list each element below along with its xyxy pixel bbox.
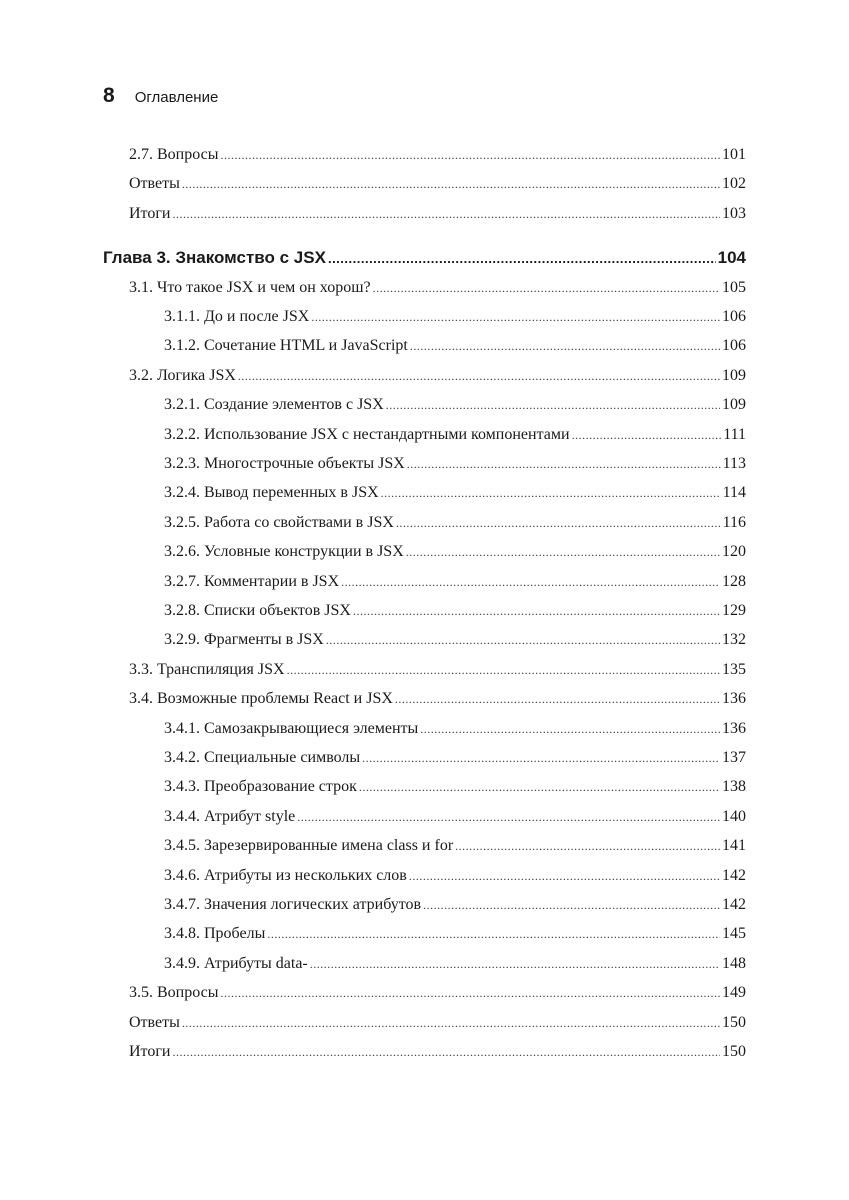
toc-entry: [164, 921, 746, 947]
dot-leader: [572, 422, 722, 448]
toc-entry: [164, 422, 746, 448]
toc-entry-title: 3.2.8. Списки объектов JSX: [164, 602, 351, 619]
toc-entry-title: 3.2.3. Многострочные объекты JSX: [164, 455, 405, 472]
toc-entry-page: 101: [722, 146, 746, 163]
toc-entry-title: 3.2.7. Комментарии в JSX: [164, 573, 340, 590]
toc-entry: [164, 804, 746, 830]
dot-leader: [359, 774, 720, 800]
toc-entry: [164, 333, 746, 359]
toc-entry: [129, 363, 746, 389]
dot-leader: [353, 598, 720, 624]
toc-entry-title: 2.7. Вопросы: [129, 146, 219, 163]
toc-entry-page: 114: [722, 484, 746, 501]
dot-leader: [396, 510, 721, 536]
toc-entry-title: 3.4.8. Пробелы: [164, 925, 266, 942]
dot-leader: [220, 980, 720, 1006]
toc-entry: [164, 833, 746, 859]
dot-leader: [310, 951, 720, 977]
dot-leader: [267, 921, 720, 947]
toc-entry-title: Ответы: [129, 175, 180, 192]
toc-entry: [164, 774, 746, 800]
toc-entry: [129, 171, 746, 197]
dot-leader: [328, 246, 716, 272]
dot-leader: [406, 539, 720, 565]
toc-entry-page: 109: [722, 396, 746, 413]
toc-entry-page: 142: [722, 867, 746, 884]
toc-entry-title: Итоги: [129, 1043, 171, 1060]
toc-entry: [164, 863, 746, 889]
toc-entry-page: 141: [722, 837, 746, 854]
toc-entry: [164, 598, 746, 624]
toc-entry-page: 137: [722, 749, 746, 766]
toc-entry: [164, 510, 746, 536]
toc-entry-page: 150: [722, 1043, 746, 1060]
dot-leader: [182, 171, 720, 197]
toc-entry-page: 132: [722, 631, 746, 648]
toc-entry: [164, 892, 746, 918]
toc-entry: [129, 142, 746, 168]
toc-entry-title: 3.3. Транспиляция JSX: [129, 661, 285, 678]
dot-leader: [455, 833, 720, 859]
toc-entry: [129, 1039, 746, 1065]
toc-entry-title: 3.4.2. Специальные символы: [164, 749, 361, 766]
toc-entry-page: 135: [722, 661, 746, 678]
dot-leader: [381, 480, 721, 506]
toc-entry-title: 3.4.3. Преобразование строк: [164, 778, 357, 795]
toc-entry-title: 3.4. Возможные проблемы React и JSX: [129, 690, 393, 707]
toc-entry-title: 3.4.9. Атрибуты data-: [164, 955, 308, 972]
toc-entry: [164, 392, 746, 418]
toc-entry-page: 116: [722, 514, 746, 531]
toc-entry: [164, 951, 746, 977]
toc-entry-title: 3.4.4. Атрибут style: [164, 808, 296, 825]
toc-entry-title: Глава 3. Знакомство с JSX: [103, 248, 326, 267]
toc-entry-page: 113: [722, 455, 746, 472]
toc-entry: [164, 304, 746, 330]
toc-entry: [164, 480, 746, 506]
toc-entry: [164, 627, 746, 653]
toc-entry-title: 3.2.1. Создание элементов с JSX: [164, 396, 384, 413]
toc-entry-page: 140: [722, 808, 746, 825]
toc-entry-title: 3.2.9. Фрагменты в JSX: [164, 631, 324, 648]
dot-leader: [395, 686, 720, 712]
toc-entry-page: 129: [722, 602, 746, 619]
dot-leader: [410, 333, 720, 359]
dot-leader: [238, 363, 720, 389]
toc-entry: [164, 745, 746, 771]
toc-entry-title: 3.2. Логика JSX: [129, 367, 236, 384]
toc-entry-title: Итоги: [129, 205, 171, 222]
toc-entry: [129, 275, 746, 301]
toc-entry: [129, 980, 746, 1006]
toc-entry-page: 103: [722, 205, 746, 222]
toc-entry-title: 3.2.2. Использование JSX с нестандартными компонентами: [164, 426, 570, 443]
toc-entry-page: 106: [722, 337, 746, 354]
dot-leader: [326, 627, 720, 653]
dot-leader: [423, 892, 720, 918]
dot-leader: [287, 657, 720, 683]
toc-entry-title: 3.4.5. Зарезервированные имена class и for: [164, 837, 454, 854]
toc-entry-page: 104: [717, 248, 746, 267]
toc-entry-title: 3.1.2. Сочетание HTML и JavaScript: [164, 337, 408, 354]
toc-entry-page: 150: [722, 1014, 746, 1031]
toc-entry-title: 3.1. Что такое JSX и чем он хорош?: [129, 279, 371, 296]
toc-entry-title: 3.2.5. Работа со свойствами в JSX: [164, 514, 394, 531]
dot-leader: [172, 1039, 720, 1065]
toc-entry-title: 3.4.7. Значения логических атрибутов: [164, 896, 422, 913]
toc-entry-page: 142: [722, 896, 746, 913]
toc-entry-title: 3.1.1. До и после JSX: [164, 308, 310, 325]
toc-entry-title: Ответы: [129, 1014, 180, 1031]
toc-entry: [164, 716, 746, 742]
toc-entry-page: 105: [722, 279, 746, 296]
dot-leader: [220, 142, 720, 168]
toc-entry: [129, 657, 746, 683]
dot-leader: [386, 392, 720, 418]
dot-leader: [182, 1010, 720, 1036]
toc-entry-page: 136: [722, 690, 746, 707]
dot-leader: [297, 804, 720, 830]
toc-entry: [129, 201, 746, 227]
toc-entry: [129, 1010, 746, 1036]
toc-entry-page: 148: [722, 955, 746, 972]
toc-entry-page: 106: [722, 308, 746, 325]
toc-entry: [164, 569, 746, 595]
toc-entry-title: 3.4.1. Самозакрывающиеся элементы: [164, 720, 419, 737]
dot-leader: [420, 716, 720, 742]
toc-entry: [129, 686, 746, 712]
toc-entry-page: 149: [722, 984, 746, 1001]
section-title: Оглавление: [134, 89, 219, 106]
dot-leader: [407, 451, 721, 477]
dot-leader: [373, 275, 720, 301]
running-head: [103, 84, 218, 108]
dot-leader: [341, 569, 720, 595]
dot-leader: [172, 201, 720, 227]
toc-entry-page: 102: [722, 175, 746, 192]
toc-chapter-entry: [103, 245, 746, 271]
toc-entry-page: 145: [722, 925, 746, 942]
toc-entry-page: 109: [722, 367, 746, 384]
toc-entry-title: 3.4.6. Атрибуты из нескольких слов: [164, 867, 407, 884]
toc-entry: [164, 539, 746, 565]
dot-leader: [311, 304, 720, 330]
toc-entry: [164, 451, 746, 477]
toc-entry-page: 120: [722, 543, 746, 560]
toc-entry-page: 138: [722, 778, 746, 795]
page-number: 8: [103, 84, 115, 107]
toc-entry-title: 3.5. Вопросы: [129, 984, 219, 1001]
toc-entry-page: 111: [723, 426, 746, 443]
toc-entry-title: 3.2.4. Вывод переменных в JSX: [164, 484, 379, 501]
dot-leader: [409, 863, 720, 889]
toc-entry-title: 3.2.6. Условные конструкции в JSX: [164, 543, 404, 560]
toc-entry-page: 128: [722, 573, 746, 590]
toc-entry-page: 136: [722, 720, 746, 737]
dot-leader: [362, 745, 720, 771]
